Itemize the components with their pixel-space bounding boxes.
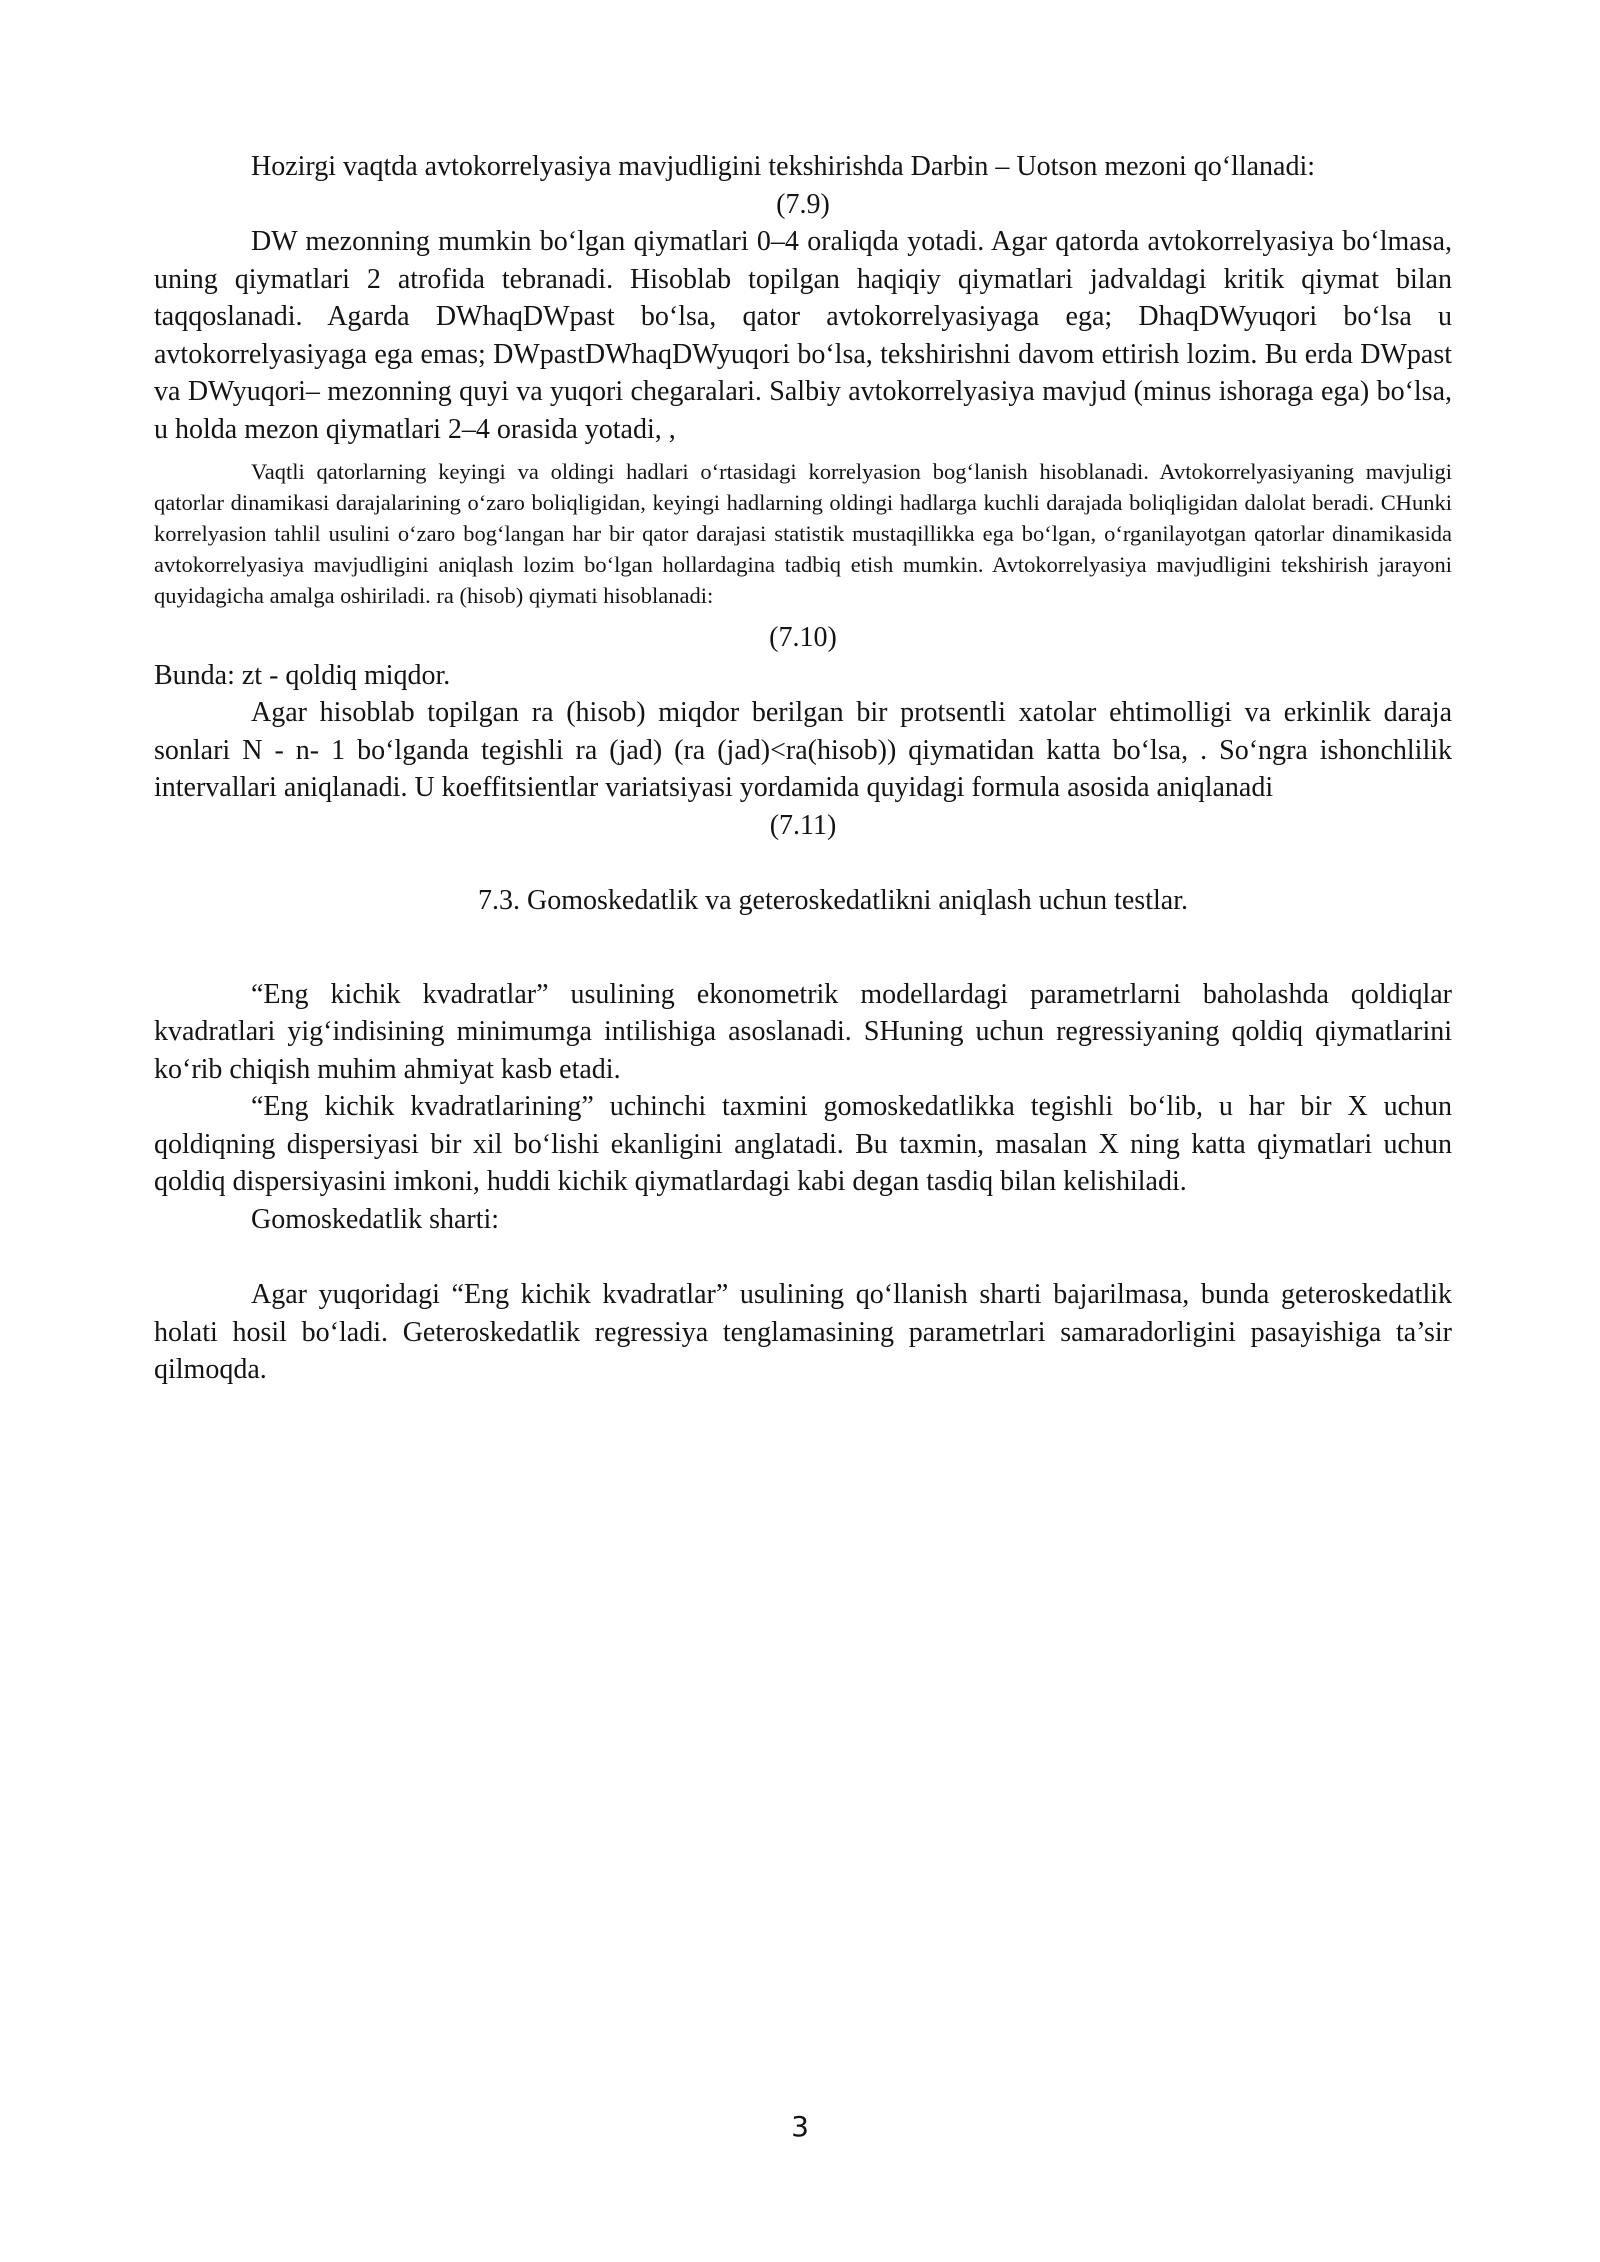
paragraph-least-squares: “Eng kichik kvadratlar” usulining ekonometrik modellardagi parametrlarni baholashda qoldiqlar kvadratlari yig‘indisining minimumga intilishiga asoslanadi. SHuning uchun regressiyaning qoldiq qiymatlarini ko‘rib chiqish muhim ahmiyat kasb etadi. <box>154 978 1452 1085</box>
spacer <box>154 920 1452 976</box>
equation-number-7-11: (7.11) <box>769 809 837 841</box>
equation-number-7-9: (7.9) <box>776 188 830 220</box>
spacer <box>154 448 1452 456</box>
paragraph-confidence-intervals: Agar hisoblab topilgan ra (hisob) miqdor berilgan bir protsentli xatolar ehtimolligi va erkinlik daraja sonlari N - n- 1 bo‘lganda tegishli ra (jad) (ra (jad)<ra(hisob)) qiymatidan katta bo‘lsa, . So‘ngra ishonchlilik intervallari aniqlanadi. U koeffitsientlar variatsiyasi yordamida quyidagi formula asosida aniqlanadi <box>154 697 1452 803</box>
paragraph-dw-criterion: DW mezonning mumkin bo‘lgan qiymatlari 0–4 oraliqda yotadi. Agar qatorda avtokorrelyasiya bo‘lmasa, uning qiymatlari 2 atrofida tebranadi. Hisoblab topilgan haqiqiy qiymatlari jadvaldagi kritik qiymat bilan taqqoslanadi. Agarda DWhaqDWpast bo‘lsa, qator avtokorrelyasiyaga ega; DhaqDWyuqori bo‘lsa u avtokorrelyasiyaga ega emas; DWpastDWhaqDWyuqori bo‘lsa, tekshirishni davom ettirish lozim. Bu erda DWpast va DWyuqori– mezonning quyi va yuqori chegaralari. Salbiy avtokorrelyasiya mavjud (minus ishoraga ega) bo‘lsa, u holda mezon qiymatlari 2–4 orasida yotadi, , <box>154 226 1452 445</box>
paragraph-homoskedasticity-assumption: “Eng kichik kvadratlarining” uchinchi taxmini gomoskedatlikka tegishli bo‘lib, u har bir X uchun qoldiqning dispersiyasi bir xil bo‘lishi ekanligini anglatadi. Bu taxmin, masalan X ning katta qiymatlari uchun qoldiq dispersiyasini imkoni, huddi kichik qiymatlardagi kabi degan tasdiq bilan kelishiladi. <box>154 1091 1452 1197</box>
page-number: 3 <box>791 2110 809 2143</box>
paragraph-heteroskedasticity: Agar yuqoridagi “Eng kichik kvadratlar” usulining qo‘llanish sharti bajarilmasa, bunda geteroskedatlik holati hosil bo‘ladi. Geteroskedatlik regressiya tenglamasining parametrlari samaradorligini pasayishiga ta’sir qilmoqda. <box>154 1279 1452 1385</box>
section-heading-7-3: 7.3. Gomoskedatlik va geteroskedatlikni aniqlash uchun testlar. <box>478 885 1188 916</box>
document-page <box>154 148 1452 1389</box>
equation-number-7-10: (7.10) <box>769 622 837 653</box>
paragraph-homoskedasticity-condition: Gomoskedatlik sharti: <box>251 1203 500 1235</box>
spacer <box>154 611 1452 619</box>
spacer <box>154 1238 1452 1276</box>
paragraph-durbin-watson-intro: Hozirgi vaqtda avtokorrelyasiya mavjudligini tekshirishda Darbin – Uotson mezoni qo‘llanadi: <box>251 151 1316 182</box>
paragraph-autocorrelation-check: Vaqtli qatorlarning keyingi va oldingi hadlari o‘rtasidagi korrelyasion bog‘lanish hisoblanadi. Avtokorrelyasiyaning mavjuligi qatorlar dinamikasi darajalarining o‘zaro boliqligidan, keyingi hadlarning oldingi hadlarga kuchli darajada boliqligidan dalolat beradi. CHunki korrelyasion tahlil usulini o‘zaro bog‘langan har bir qator darajasi statistik mustaqillikka ega bo‘lgan, o‘rganilayotgan qatorlar dinamikasida avtokorrelyasiya mavjudligini aniqlash lozim bo‘lgan hollardagina tadbiq etish mumkin. Avtokorrelyasiya mavjudligini tekshirish jarayoni quyidagicha amalga oshiriladi. ra (hisob) qiymati hisoblanadi: <box>154 459 1452 608</box>
spacer <box>154 844 1452 882</box>
paragraph-residual-note: Bunda: zt - qoldiq miqdor. <box>154 659 451 691</box>
